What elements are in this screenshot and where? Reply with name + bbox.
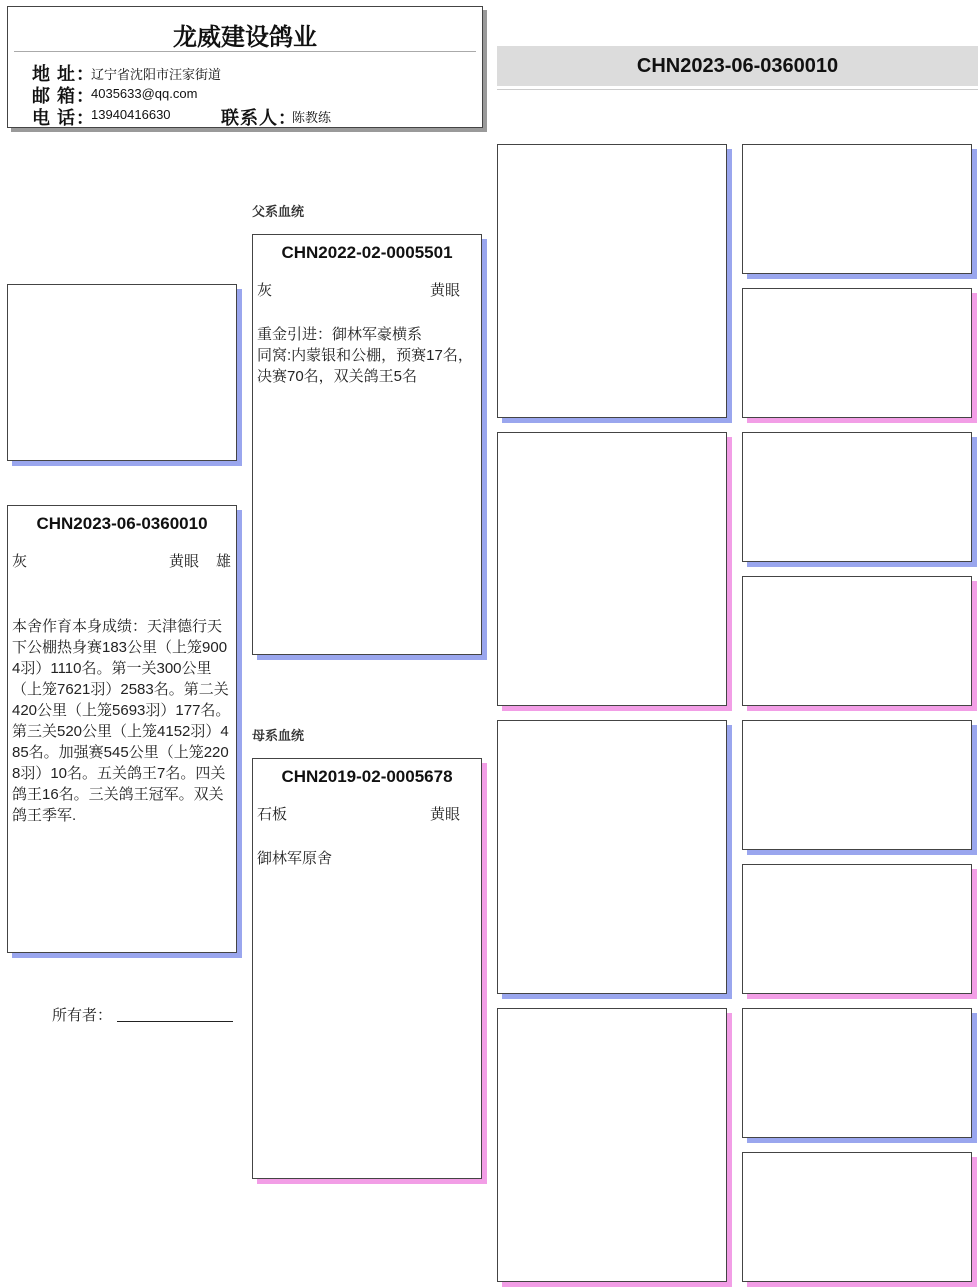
subject-sex: 雄 [216,553,232,570]
pedigree-ring-bar: CHN2023-06-0360010 [497,46,978,86]
subject-photo-frame [7,284,237,461]
subject-color: 灰 [12,553,28,570]
dam-ring-number: CHN2019-02-0005678 [281,767,453,786]
sire-ring-number: CHN2022-02-0005501 [281,243,453,262]
address-label: 地 址： [32,64,96,84]
email-value: 4035633@qq.com [91,86,198,101]
dam-notes: 御林军原舍 [257,850,333,867]
dam-color: 石板 [257,806,288,823]
loft-name: 龙威建设鸽业 [173,24,317,51]
subject-card [7,505,237,953]
sire-section-label: 父系血统 [252,204,305,219]
great-grandparent-card-7 [742,1008,972,1138]
contact-value: 陈教练 [292,110,332,125]
great-grandparent-card-1 [742,144,972,274]
granddam-paternal-card [497,432,727,706]
sire-eye: 黄眼 [430,282,461,299]
subject-eye: 黄眼 [169,553,200,570]
address-value: 辽宁省沈阳市汪家街道 [91,67,222,82]
owner-signature-line [117,1021,233,1022]
contact-label: 联系人： [221,108,297,128]
loft-info-card [7,6,483,128]
sire-notes: 重金引进：御林军豪横系 同窝:内蒙银和公棚，预赛17名，决赛70名，双关鸽王5名 [257,326,473,385]
great-grandparent-card-6 [742,864,972,994]
great-grandparent-card-4 [742,576,972,706]
great-grandparent-card-5 [742,720,972,850]
great-grandparent-card-3 [742,432,972,562]
email-label: 邮 箱： [32,86,96,106]
sire-card [252,234,482,655]
sire-color: 灰 [257,282,273,299]
owner-label: 所有者： [52,1007,113,1024]
granddam-maternal-card [497,1008,727,1282]
phone-label: 电 话： [32,108,96,128]
great-grandparent-card-8 [742,1152,972,1282]
phone-value: 13940416630 [91,107,171,122]
grandsire-maternal-card [497,720,727,994]
grandsire-paternal-card [497,144,727,418]
dam-eye: 黄眼 [430,806,461,823]
ring-bar-divider [497,89,978,90]
header-divider [14,51,476,52]
subject-notes: 本舍作育本身成绩：天津德行天下公棚热身赛183公里（上笼9004羽）1110名。第一关300公里（上笼7621羽）2583名。第二关420公里（上笼5693羽）177名。第三关520公里（上笼4152羽）485名。加强赛545公里（上笼2208羽）10名。五关鸽王7名。四关鸽王16名。三关鸽王冠军。双关鸽王季军. [12,618,231,824]
dam-section-label: 母系血统 [252,728,305,743]
great-grandparent-card-2 [742,288,972,418]
subject-ring-number: CHN2023-06-0360010 [36,514,208,533]
dam-card [252,758,482,1179]
